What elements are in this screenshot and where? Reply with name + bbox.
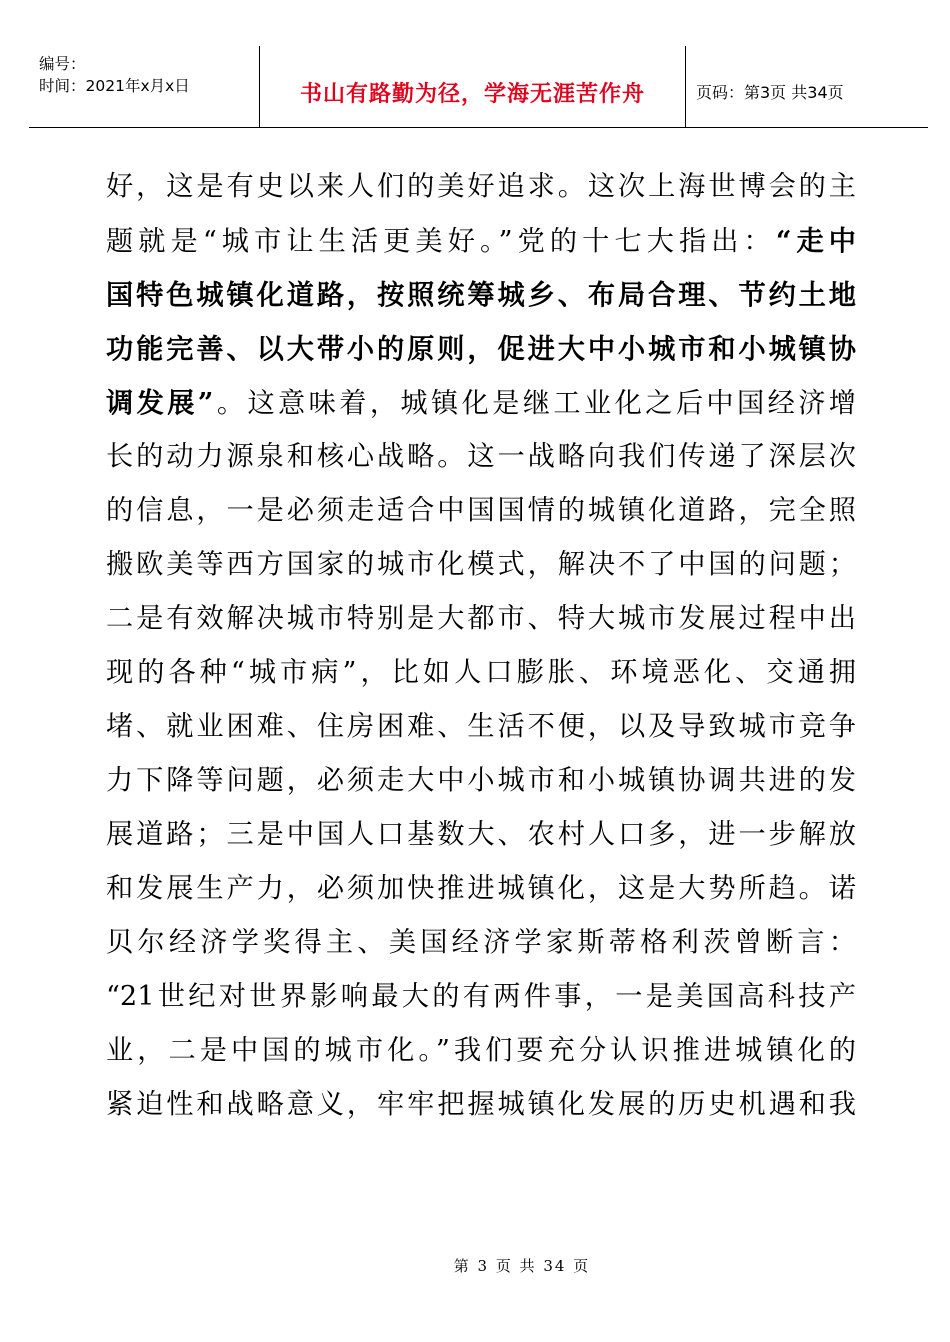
text-line	[106, 1024, 856, 1078]
text-line	[106, 376, 856, 430]
text-run: 二是有效解决城市特别是大都市、特大城市发展过程中出	[106, 603, 856, 634]
text-line	[106, 322, 856, 376]
text-line	[106, 646, 856, 700]
text-line	[106, 970, 856, 1024]
text-run: 和发展生产力，必须加快推进城镇化，这是大势所趋。诺	[106, 873, 856, 904]
text-run: 搬欧美等西方国家的城市化模式，解决不了中国的问题；	[106, 549, 856, 580]
text-line	[106, 754, 856, 808]
text-run: 题就是“城市让生活更美好。”党的十七大指出：	[106, 226, 776, 257]
header-page-code: 页码：第3页 共34页	[696, 83, 844, 102]
document-header	[29, 46, 928, 128]
text-line	[106, 268, 856, 322]
bold-text-run: 国特色城镇化道路，按照统筹城乡、布局合理、节约土地	[106, 279, 856, 311]
time-label: 时间：2021年x月x日	[39, 77, 190, 95]
text-line	[106, 430, 856, 484]
text-line	[106, 916, 856, 970]
text-line	[106, 160, 856, 214]
text-run: “21世纪对世界影响最大的有两件事，一是美国高科技产	[106, 981, 856, 1012]
text-run: 堵、就业困难、住房困难、生活不便，以及导致城市竞争	[106, 711, 856, 742]
text-line	[106, 484, 856, 538]
text-run: 长的动力源泉和核心战略。这一战略向我们传递了深层次	[106, 441, 856, 472]
header-motto: 书山有路勤为径，学海无涯苦作舟	[299, 82, 645, 107]
text-line	[106, 700, 856, 754]
text-line	[106, 592, 856, 646]
text-run: 。这意味着，城镇化是继工业化之后中国经济增	[213, 388, 856, 419]
body-text	[106, 160, 856, 1132]
text-run: 业，二是中国的城市化。”我们要充分认识推进城镇化的	[106, 1035, 856, 1066]
text-run: 紧迫性和战略意义，牢牢把握城镇化发展的历史机遇和我	[106, 1089, 856, 1120]
text-run: 好，这是有史以来人们的美好追求。这次上海世博会的主	[106, 171, 856, 202]
text-run: 现的各种“城市病”，比如人口膨胀、环境恶化、交通拥	[106, 657, 856, 688]
header-page-cell	[686, 46, 928, 128]
header-meta	[29, 46, 259, 128]
text-line	[106, 538, 856, 592]
text-line	[106, 1078, 856, 1132]
bold-text-run: 功能完善、以大带小的原则，促进大中小城市和小城镇协	[106, 333, 856, 365]
page-footer: 第 3 页 共 34 页	[453, 1257, 591, 1275]
bold-text-run: 调发展”	[106, 387, 214, 419]
text-line	[106, 808, 856, 862]
number-label: 编号：	[39, 55, 86, 73]
header-motto-cell	[259, 46, 686, 128]
text-run: 展道路；三是中国人口基数大、农村人口多，进一步解放	[106, 819, 856, 850]
text-run: 贝尔经济学奖得主、美国经济学家斯蒂格利茨曾断言：	[106, 927, 856, 958]
text-run: 的信息，一是必须走适合中国国情的城镇化道路，完全照	[106, 495, 856, 526]
text-run: 力下降等问题，必须走大中小城市和小城镇协调共进的发	[106, 765, 856, 796]
text-line	[106, 862, 856, 916]
text-line	[106, 214, 856, 268]
bold-text-run: “走中	[775, 225, 856, 257]
